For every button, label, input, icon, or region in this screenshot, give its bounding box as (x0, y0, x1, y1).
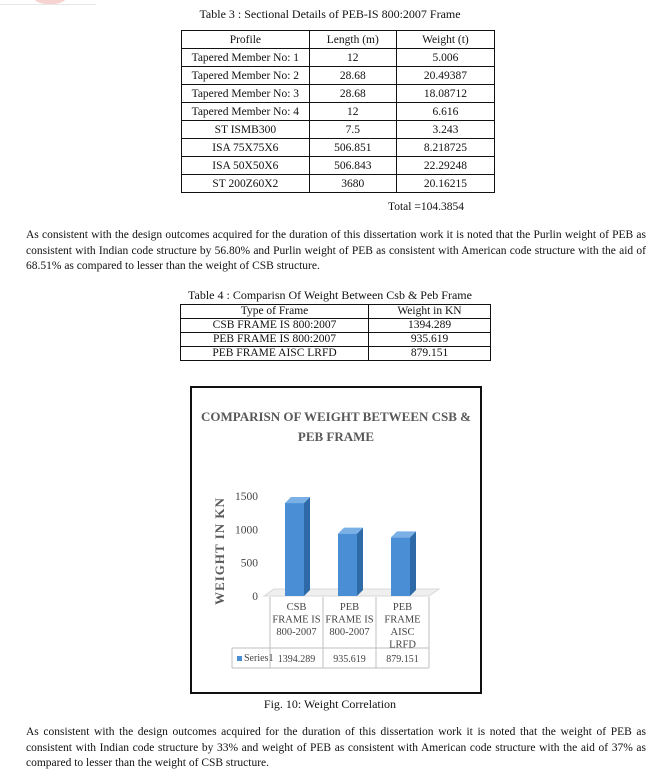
x-category-label: FRAME (384, 614, 421, 626)
table-cell: ST 200Z60X2 (182, 175, 310, 193)
x-category-label: PEB (392, 602, 413, 613)
bar (338, 534, 357, 596)
legend-series-name: Series1 (244, 653, 274, 664)
table-cell: ISA 50X50X6 (182, 157, 310, 175)
table-row (182, 121, 495, 139)
x-category-label: 800-2007 (329, 627, 370, 638)
y-tick-label: 0 (252, 591, 258, 603)
y-tick-label: 1000 (235, 524, 258, 537)
table4-caption: Table 4 : Comparisn Of Weight Between Csb & Peb Frame (188, 288, 472, 302)
table-row (181, 347, 491, 361)
table-header-row (181, 305, 491, 319)
table-header-row (182, 31, 495, 49)
sectional-details-table (181, 30, 495, 193)
table-cell: Tapered Member No: 1 (182, 49, 310, 67)
figure-caption: Fig. 10: Weight Correlation (263, 697, 397, 711)
table-cell: Tapered Member No: 4 (182, 103, 310, 121)
table-cell: 8.218725 (396, 139, 494, 157)
x-category-label: FRAME IS (325, 614, 374, 626)
bar-side (304, 497, 310, 596)
table-row (182, 85, 495, 103)
weight-comparison-chart (190, 386, 482, 694)
table-cell: ST ISMB300 (182, 121, 310, 139)
legend-key (237, 656, 242, 661)
table-cell: Tapered Member No: 2 (182, 67, 310, 85)
table-cell: PEB FRAME IS 800:2007 (181, 333, 369, 347)
bar-side (357, 528, 363, 596)
x-category-label: PEB (339, 602, 360, 613)
table-row (181, 319, 491, 333)
column-header-length: Length (m) (309, 31, 396, 49)
weight-comparison-table (180, 304, 491, 361)
table-cell: CSB FRAME IS 800:2007 (181, 319, 369, 333)
table-row (181, 333, 491, 347)
table-cell: 3680 (309, 175, 396, 193)
data-value-label: 1394.289 (277, 654, 316, 665)
table-cell: ISA 75X75X6 (182, 139, 310, 157)
table-cell: 20.49387 (396, 67, 494, 85)
table3-total: Total =104.3854 (388, 201, 464, 213)
column-header-type: Type of Frame (181, 305, 369, 319)
table-cell: 1394.289 (369, 319, 491, 333)
table-row (182, 67, 495, 85)
table-cell: 12 (309, 103, 396, 121)
x-category-label: CSB (286, 602, 307, 613)
header-rule (0, 4, 96, 5)
bar (285, 503, 304, 596)
x-category-label: FRAME IS (272, 614, 321, 626)
table-cell: 28.68 (309, 85, 396, 103)
bar-side (410, 531, 416, 596)
table3-caption: Table 3 : Sectional Details of PEB-IS 800:2007 Frame (199, 7, 461, 21)
data-value-label: 879.151 (386, 654, 419, 665)
data-value-label: 935.619 (333, 654, 366, 665)
table-row (182, 49, 495, 67)
table-cell: 5.006 (396, 49, 494, 67)
table-cell: 3.243 (396, 121, 494, 139)
table-cell: 28.68 (309, 67, 396, 85)
table-row (182, 103, 495, 121)
bar (391, 537, 410, 596)
chart-canvas (192, 388, 480, 692)
table-row (182, 139, 495, 157)
body-paragraph-2: As consistent with the design outcomes acquired for the duration of this dissertation work it is noted that the weight of PEB as consistent with Indian code structure by 33% and weight of PEB as consistent with American code structure with the aid of 37% as compared to lesser than the weight of CSB structure. (26, 726, 646, 769)
chart-title-line: PEB FRAME (297, 429, 375, 444)
table-row (182, 157, 495, 175)
table-cell: 7.5 (309, 121, 396, 139)
table-cell: 20.16215 (396, 175, 494, 193)
table-cell: 22.29248 (396, 157, 494, 175)
column-header-weight: Weight in KN (369, 305, 491, 319)
chart-ylabel: WEIGHT IN KN (212, 497, 227, 605)
table-cell: 18.08712 (396, 85, 494, 103)
y-tick-label: 1500 (235, 491, 258, 503)
table-cell: PEB FRAME AISC LRFD (181, 347, 369, 361)
table-cell: Tapered Member No: 3 (182, 85, 310, 103)
x-category-label: LRFD (389, 639, 416, 651)
y-tick-label: 500 (240, 557, 258, 570)
x-category-label: 800-2007 (276, 627, 317, 638)
table-cell: 879.151 (369, 347, 491, 361)
table-cell: 506.843 (309, 157, 396, 175)
column-header-weight: Weight (t) (396, 31, 494, 49)
table-cell: 6.616 (396, 103, 494, 121)
table-cell: 506.851 (309, 139, 396, 157)
table-cell: 12 (309, 49, 396, 67)
table-row (182, 175, 495, 193)
chart-title-line: COMPARISN OF WEIGHT BETWEEN CSB & (200, 409, 472, 424)
x-category-label: AISC (390, 627, 415, 638)
body-paragraph-1: As consistent with the design outcomes acquired for the duration of this dissertation work it is noted that the Purlin weight of PEB as consistent with Indian code structure by 56.80% and Purlin weight of PEB as consistent with American code structure with the aid of 68.51% as compared to lesser than the weight of CSB structure. (26, 229, 646, 272)
table-cell: 935.619 (369, 333, 491, 347)
column-header-profile: Profile (182, 31, 310, 49)
